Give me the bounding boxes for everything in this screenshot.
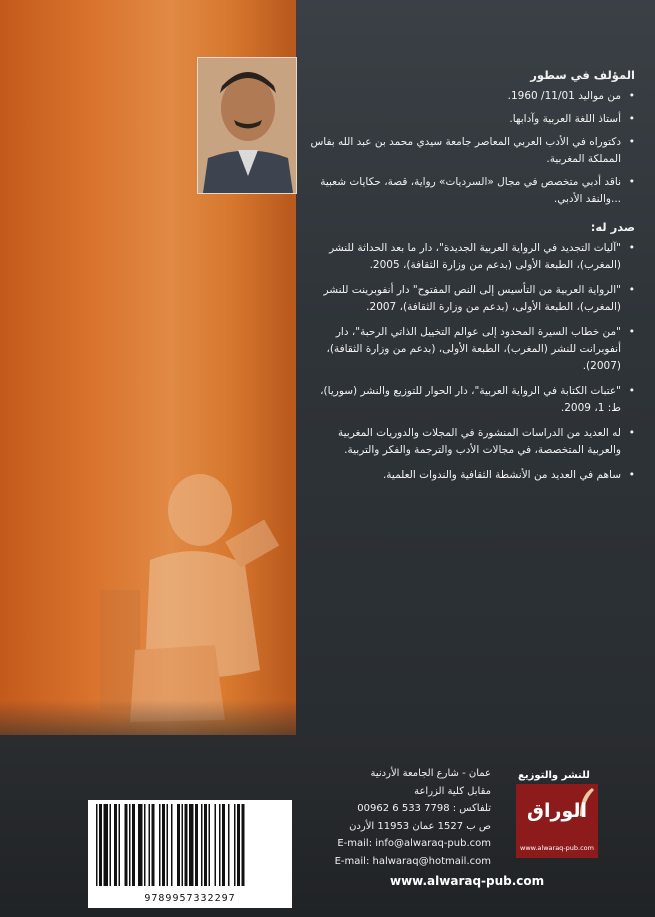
- website-link[interactable]: www.alwaraq-pub.com: [390, 874, 545, 888]
- author-heading: المؤلف في سطور: [530, 68, 635, 82]
- publication-item: • "من خطاب السيرة المحدود إلى عوالم التخييل الذاتي الرحبة"، دار أنفوبرانت للنشر (المغرب)، الطبعة الأولى، (بدعم من وزارة الثقافة)، (2007).: [305, 324, 635, 375]
- bio-item: • أستاذ اللغة العربية وآدابها.: [305, 111, 635, 128]
- publisher-contact: [296, 765, 491, 870]
- author-bio: [305, 68, 635, 492]
- email-info[interactable]: E-mail: info@alwaraq-pub.com: [337, 838, 491, 849]
- telefax-line: تلفاكس : 7798 533 6 00962: [357, 803, 491, 814]
- publications-heading: صدر له:: [590, 220, 635, 234]
- isbn-barcode: [88, 800, 292, 908]
- barcode-bars: [94, 804, 286, 886]
- publication-item: • "آليات التجديد في الرواية العربية الجديدة"، دار ما بعد الحداثة للنشر (المغرب)، الطبعة الأولى (بدعم من وزارة الثقافة)، 2005.: [305, 240, 635, 274]
- logo-url: www.alwaraq-pub.com: [520, 844, 594, 852]
- address-line: عمان - شارع الجامعة الأردنية: [370, 768, 491, 779]
- publication-item: • "الرواية العربية من التأسيس إلى النص المفتوح" دار أنفوبرينت للنشر (المغرب)، الطبعة الأولى، (بدعم من وزارة الثقافة)، 2007.: [305, 282, 635, 316]
- publication-item: • ساهم في العديد من الأنشطة الثقافية والندوات العلمية.: [305, 467, 635, 484]
- address-line: مقابل كلية الزراعة: [414, 785, 491, 797]
- publication-item: • له العديد من الدراسات المنشورة في المجلات والدوريات المغربية والعربية المتخصصة، في مجالات الأدب والترجمة والفكر والتربية.: [305, 425, 635, 459]
- bio-item: • ناقد أدبي متخصص في مجال «السرديات» رواية، قصة، حكايات شعبية ...والنقد الأدبي.: [305, 174, 635, 208]
- bio-item: • دكتوراه في الأدب العربي المعاصر جامعة سيدي محمد بن عبد الله بفاس المملكة المغربية.: [305, 134, 635, 168]
- faded-portrait-illustration: [40, 470, 290, 730]
- publication-item: • "عتبات الكتابة في الرواية العربية"، دار الحوار للتوزيع والنشر (سوريا)، ط: 1، 2009.: [305, 383, 635, 417]
- logo-tagline: للنشر والتوزيع: [518, 770, 590, 781]
- publisher-logo: [508, 770, 600, 870]
- author-photo: [197, 57, 297, 194]
- bio-item: • من مواليد 11/01/ 1960.: [305, 88, 635, 105]
- po-box-line: ص ب 1527 عمان 11953 الأردن: [349, 820, 491, 832]
- isbn-number: 9789957332297: [144, 893, 236, 904]
- email-hotmail[interactable]: E-mail: halwaraq@hotmail.com: [334, 855, 491, 867]
- logo-name: الوراق: [527, 800, 587, 822]
